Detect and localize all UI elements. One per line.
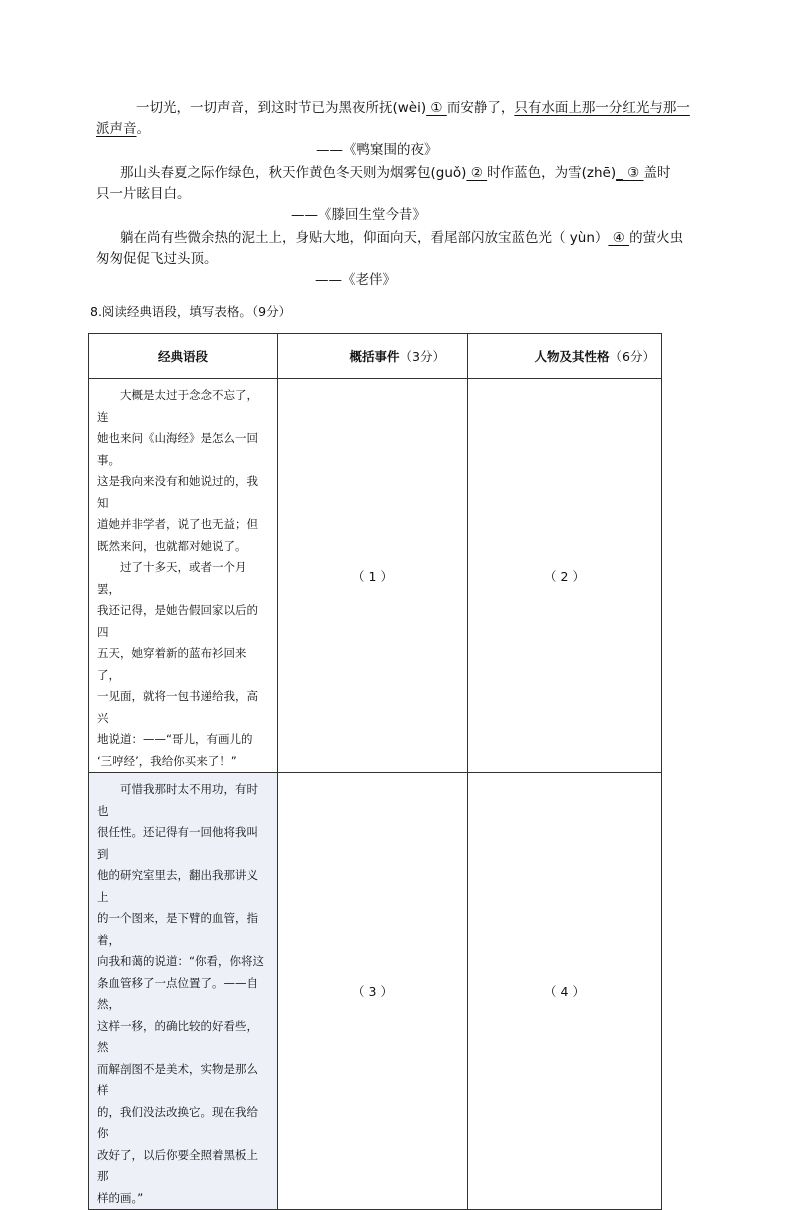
- passage-cell-1: [89, 379, 278, 773]
- passage-1-line-1: [96, 97, 706, 119]
- passage-cell-2-line: 而解剖图不是美术，实物是那么样: [97, 1061, 258, 1097]
- passage-cell-1-line: ‘三哼经’，我给你买来了！”: [97, 753, 237, 768]
- passage-cell-2: [89, 773, 278, 1210]
- passage-3-line-2: 匆匆促促飞过头顶。: [96, 251, 218, 267]
- passage-cell-2-line: 的，我们没法改换它。现在我给你: [97, 1104, 258, 1140]
- passage-cell-1-line: 大概是太过于念念不忘了，连: [97, 388, 258, 424]
- header-col3-label: 人物及其性格: [534, 349, 610, 364]
- blank-1: ①: [426, 100, 447, 116]
- passage-cell-1-line: 一见面，就将一包书递给我，高兴: [97, 689, 258, 725]
- header-character-trait: [468, 334, 662, 379]
- passage-cell-1-line: 我还记得，是她告假回家以后的四: [97, 603, 258, 639]
- header-summary-event: [278, 334, 468, 379]
- passage-1-text: 一切光，一切声音，到这时节已为黑夜所抚(wèi): [136, 100, 427, 116]
- passage-cell-1-line: 过了十多天，或者一个月罢，: [97, 560, 247, 596]
- answer-cell-2[interactable]: （ 2 ）: [468, 379, 662, 773]
- question-title: 8.阅读经典语段，填写表格。（9分）: [90, 304, 292, 319]
- passage-2-text: 那山头春夏之际作绿色，秋天作黄色冬天则为烟雾包(guǒ): [120, 165, 467, 181]
- passage-3-text: 躺在尚有些微余热的泥土上，身贴大地，仰面向天，看尾部闪放宝蓝色光（ yùn）: [120, 230, 609, 246]
- answer-cell-1[interactable]: （ 1 ）: [278, 379, 468, 773]
- table-row: [89, 379, 662, 773]
- source-1: ——《鸭窠围的夜》: [316, 142, 438, 158]
- passage-cell-2-line: 改好了，以后你要全照着黑板上那: [97, 1147, 258, 1183]
- passage-1-text-post: 而安静了，: [446, 100, 515, 116]
- passage-cell-1-line: 她也来问《山海经》是怎么一回事。: [97, 431, 258, 467]
- header-col2-points: （3分）: [399, 349, 445, 364]
- passage-cell-2-line: 条血管移了一点位置了。——自然，: [97, 975, 258, 1011]
- passage-cell-2-line: 的一个图来，是下臂的血管，指着，: [97, 911, 258, 947]
- answer-cell-4[interactable]: （ 4 ）: [468, 773, 662, 1210]
- blank-3: _ ③: [616, 165, 644, 181]
- passage-cell-1-line: 这是我向来没有和她说过的，我知: [97, 474, 258, 510]
- answer-cell-3[interactable]: （ 3 ）: [278, 773, 468, 1210]
- passage-2-post: 盖时: [643, 165, 671, 181]
- passage-1-line-2: [96, 118, 706, 140]
- passage-cell-1-line: 五天，她穿着新的蓝布衫回来了，: [97, 646, 247, 682]
- table-header-row: [89, 334, 662, 379]
- passage-cell-2-line: 他的研究室里去，翻出我那讲义上: [97, 868, 258, 904]
- source-2: ——《滕回生堂今昔》: [291, 207, 426, 223]
- source-3: ——《老伴》: [315, 272, 396, 288]
- passage-cell-2-line: 向我和蔼的说道：“你看，你将这: [97, 954, 264, 968]
- passage-3-line-1: [96, 227, 706, 249]
- table-row: [89, 773, 662, 1210]
- header-col2-label: 概括事件: [349, 349, 400, 364]
- passage-cell-2-line: 很任性。还记得有一回他将我叫到: [97, 825, 258, 861]
- header-classic-passage: [89, 334, 278, 379]
- passage-cell-2-line: 这样一移，的确比较的好看些，然: [97, 1018, 258, 1054]
- passage-cell-2-line: 可惜我那时太不用功，有时也: [97, 782, 258, 818]
- blank-2: ②: [466, 165, 488, 181]
- passage-3-post: 的萤火虫: [629, 230, 684, 246]
- passage-1-underlined: 只有水面上那一分红光与那一: [514, 100, 690, 116]
- header-col3-points: （6分）: [609, 349, 655, 364]
- passage-1-end: 。: [136, 121, 150, 137]
- passage-cell-1-line: 地说道：——“哥儿，有画儿的: [97, 732, 253, 746]
- header-col1-label: 经典语段: [157, 349, 208, 364]
- passage-cell-2-line: 样的画。”: [97, 1190, 144, 1205]
- passage-2-line-2: 只一片眩目白。: [96, 186, 191, 202]
- answer-table: [88, 333, 662, 1210]
- passage-1-underlined-2: 派声音: [96, 121, 137, 137]
- passage-cell-1-line: 既然来问，也就都对她说了。: [97, 538, 247, 553]
- blank-4: ④: [608, 230, 630, 246]
- passage-2-mid: 时作蓝色，为雪(zhē): [487, 165, 617, 181]
- passage-cell-1-line: 道她并非学者，说了也无益；但: [97, 517, 258, 531]
- passage-2-line-1: [96, 162, 706, 184]
